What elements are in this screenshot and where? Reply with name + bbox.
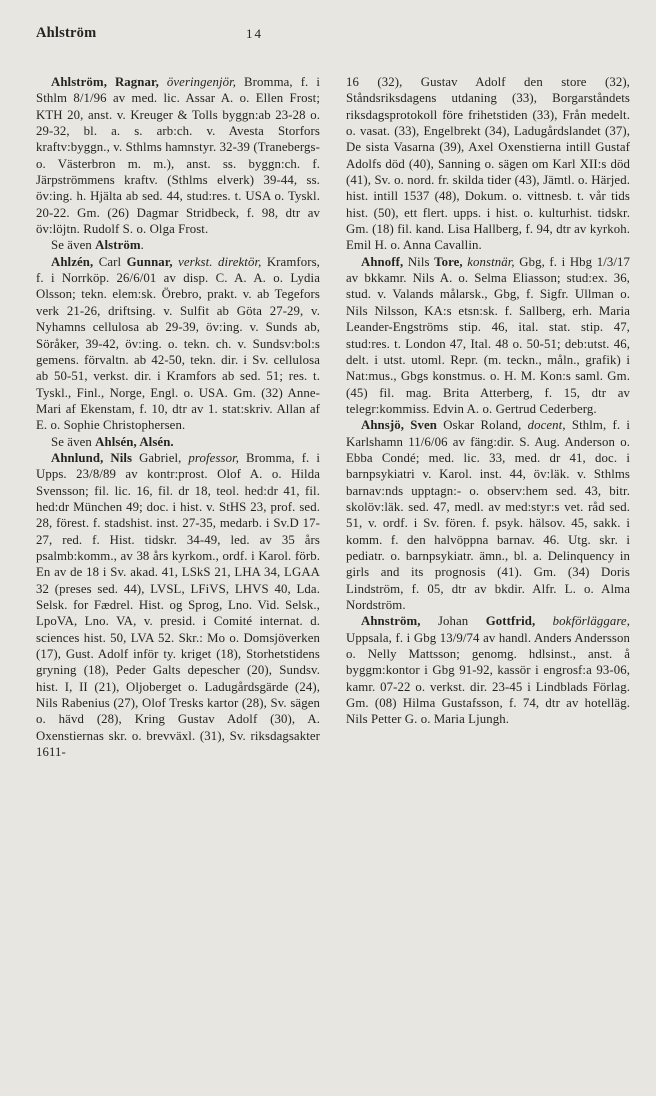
text-run: Uppsala, f. i Gbg 13/9/74 av handl. Anders Andersson o. Nelly Mattsson; genomg. hdlsinst., anst. å byggm:kontor i Gbg 91-92, kassör i engrosf:a 93-06, kamr. 07-22 o. verkst. dir. 23-45 i Lindblads Förlag. Gm. (08) Hilma Gustafsson, f. 74, dtr av hotelläg. Nils Petter G. o. Maria Ljungh.: [346, 630, 630, 727]
text-run: Alström: [95, 238, 141, 253]
text-run: Ahlsén, Alsén.: [95, 434, 174, 449]
text-run: Gabriel,: [139, 450, 189, 465]
text-run: Ahnoff,: [361, 254, 408, 269]
text-run: Oskar Roland,: [443, 418, 528, 433]
text-run: docent,: [527, 418, 572, 433]
right-column: [346, 74, 630, 760]
page-number: 14: [246, 26, 263, 41]
cross-ref-ahlsen-alsen: [36, 434, 320, 450]
text-run: Nils: [407, 254, 435, 269]
text-run: Ahnlund, Nils: [51, 450, 140, 465]
text-run: Ahlström, Ragnar,: [51, 75, 167, 89]
text-run: Ahlzén,: [51, 254, 99, 269]
text-run: Kramfors, f. i Norrköp. 26/6/01 av disp. C. A. A. o. Lydia Olsson; tekn. elem:sk. Örebro, prakt. v. ab Tegefors verk 21-26, driftsing. v. Sulfit ab Göta 27-29, v. Nyhamns cellulosa ab 29-39, öv:ing. v. Sunds ab, Söråker, 39-42, öv:ing. o. tekn. ch. v. Sundsv:bol:s gemens. förvaltn. ab 42-50, tekn. dir. i Sv. cellulosa ab 50-51, verkst. dir. i Kramfors ab sed. 51; res. t. Tyskl., Finl., Norge, Engl. o. USA. Gm. (32) Anne-Mari af Ekenstam, f. 10, dtr av 1. stat:skriv. Allan af E. o. Sophie Christophersen.: [36, 254, 320, 433]
entry-ahnlund-nils: [36, 450, 320, 761]
text-run: Ahnström,: [361, 614, 438, 629]
text-run: Tore,: [434, 254, 468, 269]
text-run: Ahnsjö, Sven: [361, 418, 444, 433]
text-run: Sthlm, f. i Karlshamn 11/6/06 av fäng:dir. S. Aug. Anderson o. Ebba Condé; med. lic. 33, med. dr 41, doc. i barnpsykiatri v. Karol. inst. 44, öv:läk. v. Sthlms barnav:nds upptagn:- o. observ:hem sed. 43, bitr. skolöv:läk. sed. 47, medl. av med:styr:s vet. råd sed. 51, v. ordf. i Sv. fören. f. psyk. hälsov. 45, sakk. i komm. f. den halvöppna barnav. 46. Utg. skr. i pediatr. o. barnpsykiatr. ämn., bl. a. Delinquency in girls and its prognosis (41). Gm. (34) Doris Lindström, f. 05, dtr av bkdir. Alfr. L. o. Alma Nordström.: [346, 418, 631, 612]
entry-ahlstrom-ragnar: [36, 74, 320, 237]
text-run: bokförläggare,: [552, 614, 631, 629]
left-column: [36, 74, 320, 760]
text-run: Johan: [437, 614, 486, 629]
text-run: Bromma, f. i Sthlm 8/1/96 av med. lic. Assar A. o. Ellen Frost; KTH 20, anst. v. Kreuger & Tolls byggn:ab 23-28 o. 29-32, bl. a. s. arb:ch. v. Avesta Storfors kraftv:byggn., v. Sthlms hamnstyr. 32-39 (Tranebergs- o. Västerbron m. m.), anst. ss. byggn:ch. f. Järpströmmens kraftv. (Sthlms elverk) 39-44, ss. öv:ing. h. Hjälta ab sed. 44, stud:res. t. USA o. Tyskl. 20-22. Gm. (26) Dagmar Stridbeck, f. 98, dtr av öv:löjtn. Rudolf S. o. Olga Frost.: [36, 75, 320, 237]
running-header: Ahlström: [36, 25, 97, 41]
cross-ref-alstrom: [36, 237, 320, 253]
text-run: Carl: [98, 254, 127, 269]
text-run: professor,: [188, 450, 247, 465]
text-run: 16 (32), Gustav Adolf den store (32), Ståndsriksdagens utdaning (33), Borgarståndets riksdagsprotokoll före frihetstiden (33), Från medelt. o. vasat. (33), Engelbrekt (34), Ladugårdslandet (37), De sista Vasarna (39), Axel Oxenstierna intill Gustaf Adolfs död (40), Sanning o. sägen om Karl XII:s död (41), Sv. o. nord. fr. skilda tider (43), Jämtl. o. Härjed. hist. intill 1537 (48), Dokum. o. vittnesb. t. vår tids hist. (50), ett flert. upps. i hist. o. kulturhist. tidskr. Gm. (18) fil. kand. Lisa Hallberg, f. 94, dtr av kyrkoh. Emil H. o. Anna Cavallin.: [346, 75, 630, 253]
text-run: Gbg, f. i Hbg 1/3/17 av bkkamr. Nils A. o. Selma Eliasson; stud:ex. 36, stud. v. Valands målarsk., Gbg, f. Sigfr. Ullman o. Nils Nilsson, KA:s etsn:sk. f. Sallberg, erh. Maria Leander-Engströms stip. 46, ital. stat. stip. 47, stud:res. t. London 47, Ital. 48 o. 50-51; deb:utst. 46, delt. i utst. utoml. Repr. (m. teckn., måln., grafik) i Nat:mus., Gbgs konstmus. o. H. M. Kon:s saml. Gm. (45) fil. mag. Brita Atterberg, f. 15, dtr av telegr:kommiss. Edvin A. o. Gertrud Cederberg.: [346, 254, 630, 416]
text-run: Bromma, f. i Upps. 23/8/89 av kontr:prost. Olof A. o. Hilda Svensson; fil. lic. 16, fil. dr 18, teol. hed:dr 41, fil. hed:dr München 49; doc. i hist. v. StHS 23, prof. sed. 28, förest. f. stadshist. inst. 27-35, medarb. i Sv.D 17-27, red. f. Hist. tidskr. 34-49, led. av 35 års psalmb:komm., av 38 års kyrkom., ordf. i Karol. förb. En av de 18 i Sv. akad. 41, LSkS 21, LHA 34, LGAA 32 (preses sed. 44), LVSL, LFiVS, LHVS 40, Lda. Selsk. for Fædrel. Hist. og Sprog, Lno. Vid. Selsk., LpoVA, Lno. VA, v. presid. i Comité internat. d. sciences hist. 50, LVA 52. Skr.: Mo o. Domsjöverken (17), Gust. Adolf inför ty. kriget (18), Storhetstidens gryning (18), Peder Galts depescher (20), Sundsv. hist. I, II (21), Oljoberget o. Ladugårdsgärde (24), Nils Rabenius (27), Olof Tresks kartor (28), Sv. sägen o. hävd (28), Kring Gustav Adolf (30), A. Oxenstiernas skr. o. brevväxl. (31), Sv. riksdagsakter 1611-: [36, 450, 320, 760]
entry-ahlzen-gunnar: [36, 254, 320, 434]
entry-ahnsjo-sven: [346, 417, 630, 613]
entry-ahnstrom-johan: [346, 613, 630, 727]
text-run: överingenjör,: [166, 75, 245, 89]
entry-ahnoff-tore: [346, 254, 630, 417]
page-header: [36, 24, 630, 60]
text-run: Gunnar,: [126, 254, 179, 269]
text-columns: [36, 74, 630, 760]
text-run: konstnär,: [467, 254, 520, 269]
text-run: Se även: [51, 238, 96, 253]
text-run: Se även: [51, 434, 96, 449]
entry-ahnlund-continuation: [346, 74, 630, 254]
text-run: .: [140, 238, 144, 253]
text-run: verkst. direktör,: [178, 254, 267, 269]
text-run: Gottfrid,: [485, 614, 553, 629]
